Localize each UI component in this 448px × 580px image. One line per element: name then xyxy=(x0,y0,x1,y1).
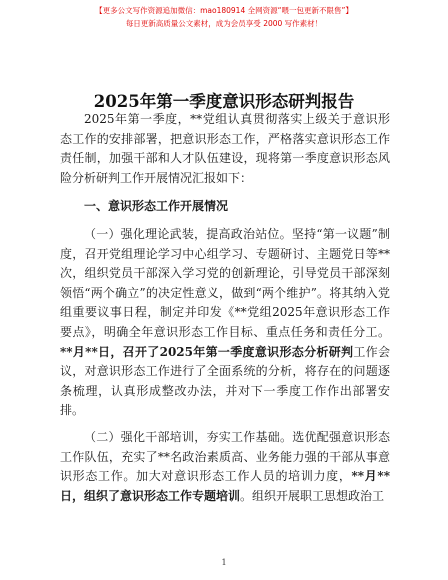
document-body xyxy=(60,110,390,506)
document-title: 2025年第一季度意识形态研判报告 xyxy=(93,92,355,111)
promo-banner-line-1: 【更多公文写作资源追加微信：mao180914 全网资源“喂一包更新不限售”】 xyxy=(95,6,353,15)
page-number: 1 xyxy=(221,558,227,567)
intro-text: 2025年第一季度，**党组认真贯彻落实上级关于意识形态工作的安排部署，把意识形态工作，严格落实意识形态工作责任制，加强干部和人才队伍建设，现将第一季度意识形态风险分析研判工作开展情况汇报如下： xyxy=(60,112,390,185)
intro-paragraph xyxy=(60,110,390,188)
paragraph-training-text-c: 。组织开展职工思想政治工 xyxy=(240,488,385,503)
section-heading: 一、意识形态工作开展情况 xyxy=(84,199,229,214)
paragraph-theory-text-a: （一）强化理论武装，提高政治站位。坚持“第一议题”制度，召开党组理论学习中心组学习、专题研讨、主题党日等**次，组织党员干部深入学习党的创新理论，引导党员干部深刻领悟“两个确立”的决定性意义，做到“两个维护”。将其纳入党组重要议事日程，制定并印发《**党组2025年意识形态工作要点》，明确全年意识形态工作目标、重点任务和责任分工。 xyxy=(60,226,390,339)
promo-banner xyxy=(0,4,448,30)
paragraph-theory xyxy=(60,225,390,421)
promo-banner-line-2: 每日更新高质量公文素材，成为会员享受 2000 写作素材！ xyxy=(125,19,323,28)
paragraph-theory-text-b: **月**日，召开了2025年第一季度意识形态分析研判 xyxy=(60,344,354,359)
paragraph-training xyxy=(60,428,390,506)
paragraph-training-text-a: （二）强化干部培训，夯实工作基础。选优配强意识形态工作队伍，充实了**名政治素质高、业务能力强的干部从事意识形态工作。加大对意识形态工作人员的培训力度， xyxy=(60,429,390,484)
paragraph-theory-text-c: 工作会议，对意识形态工作进行了全面系统的分析，将存在的问题逐条梳理，认真形成整改办法，并对下一季度工作作出部署安排。 xyxy=(60,344,390,418)
paragraph-training-text-b: **月**日，组织了意识形态工作专题培训 xyxy=(60,469,390,503)
